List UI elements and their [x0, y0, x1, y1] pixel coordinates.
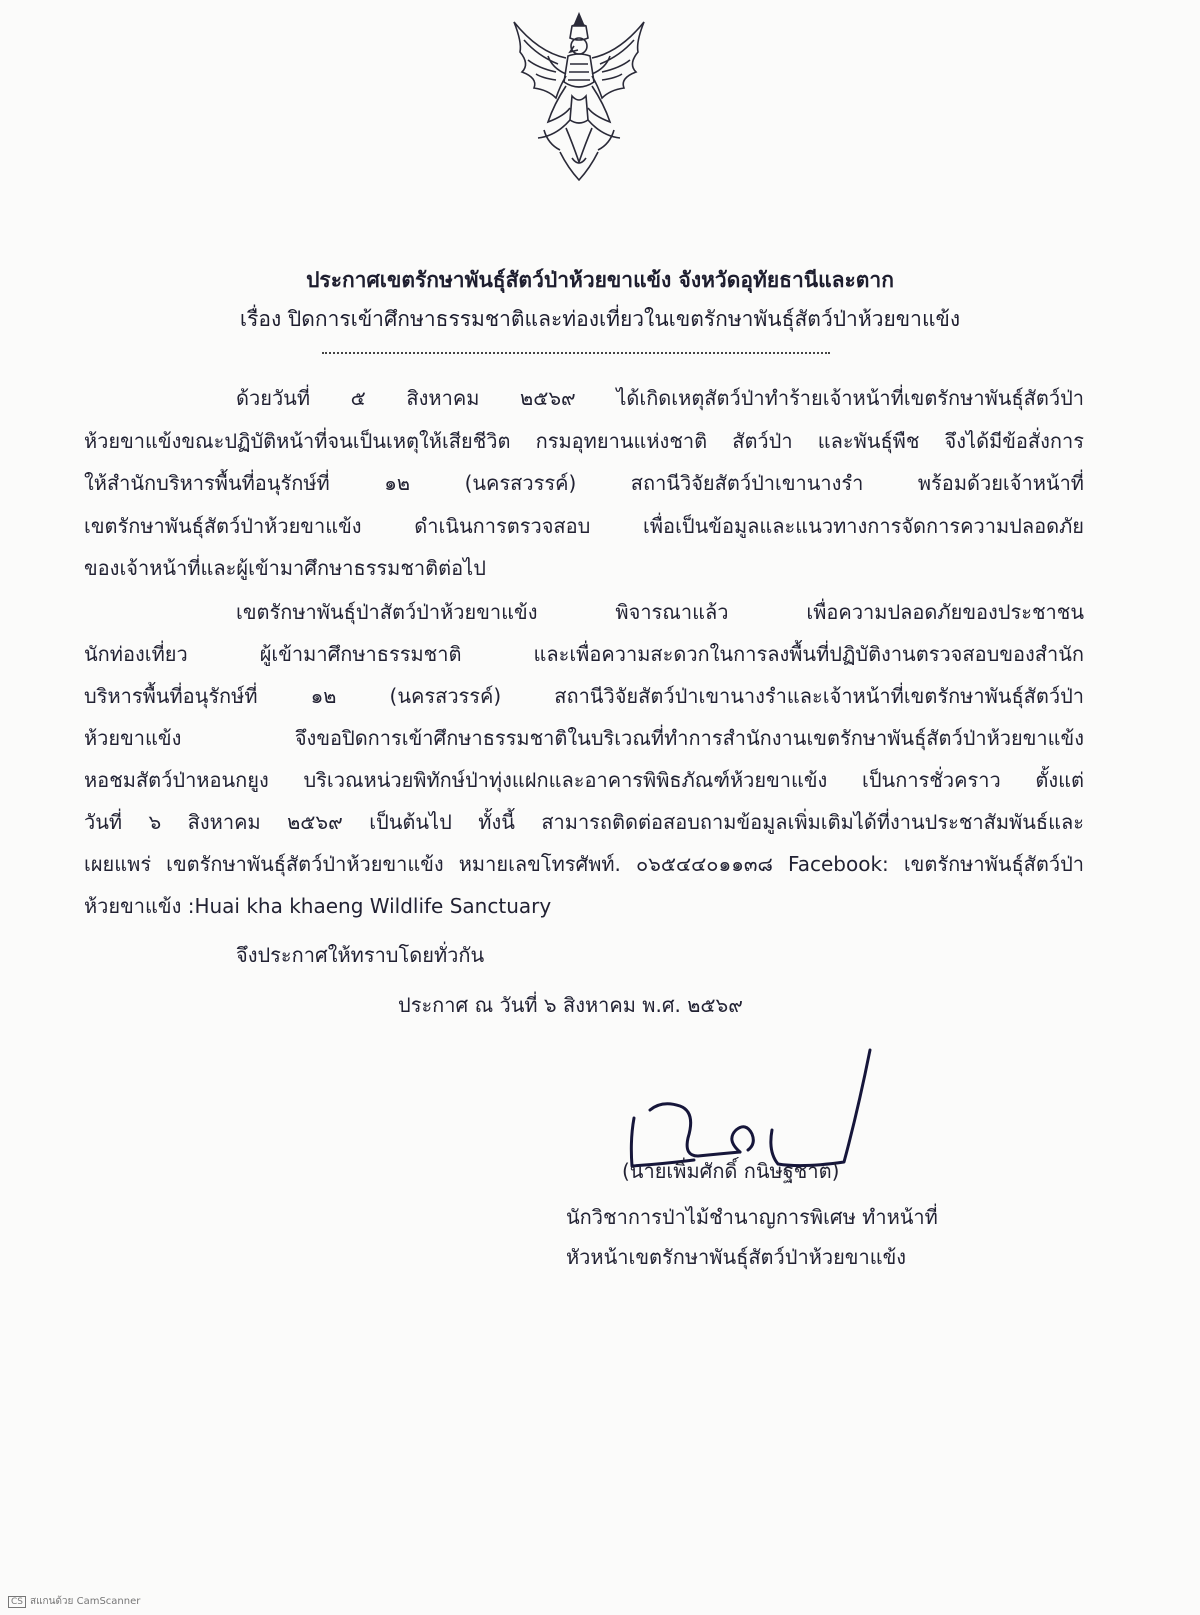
paragraph-line: ห้วยขาแข้งขณะปฏิบัติหน้าที่จนเป็นเหตุให้เสียชีวิต กรมอุทยานแห่งชาติ สัตว์ป่า และพันธุ์พืช จึงได้มีข้อสั่งการ: [84, 429, 1084, 453]
paragraph-line: ด้วยวันที่ ๕ สิงหาคม ๒๕๖๙ ได้เกิดเหตุสัตว์ป่าทำร้ายเจ้าหน้าที่เขตรักษาพันธุ์สัตว์ป่า: [236, 386, 1084, 410]
signatory-title: หัวหน้าเขตรักษาพันธุ์สัตว์ป่าห้วยขาแข้ง: [566, 1245, 907, 1269]
paragraph-line: วันที่ ๖ สิงหาคม ๒๕๖๙ เป็นต้นไป ทั้งนี้ สามารถติดต่อสอบถามข้อมูลเพิ่มเติมได้ที่งานประชาสัมพันธ์และ: [84, 810, 1084, 834]
paragraph-line: เขตรักษาพันธุ์สัตว์ป่าห้วยขาแข้ง ดำเนินการตรวจสอบ เพื่อเป็นข้อมูลและแนวทางการจัดการความปลอดภัย: [84, 514, 1084, 538]
paragraph-line: ห้วยขาแข้ง :Huai kha khaeng Wildlife Sanctuary: [84, 894, 552, 918]
signatory-name: (นายเพิ่มศักดิ์ กนิษฐชาต): [622, 1159, 840, 1183]
paragraph-line: ของเจ้าหน้าที่และผู้เข้ามาศึกษาธรรมชาติต่อไป: [84, 556, 486, 580]
announcement-subject: เรื่อง ปิดการเข้าศึกษาธรรมชาติและท่องเที่ยวในเขตรักษาพันธุ์สัตว์ป่าห้วยขาแข้ง: [239, 307, 961, 331]
paragraph-line: ห้วยขาแข้ง จึงขอปิดการเข้าศึกษาธรรมชาติในบริเวณที่ทำการสำนักงานเขตรักษาพันธุ์สัตว์ป่าห้วยขาแข้ง: [84, 726, 1084, 750]
paragraph-line: เผยแพร่ เขตรักษาพันธุ์สัตว์ป่าห้วยขาแข้ง หมายเลขโทรศัพท์. ๐๖๕๔๔๐๑๑๓๘ Facebook: เขตรักษาพันธุ์สัตว์ป่า: [84, 852, 1084, 876]
scanner-watermark: [8, 1594, 140, 1609]
announcement-date: ประกาศ ณ วันที่ ๖ สิงหาคม พ.ศ. ๒๕๖๙: [398, 993, 743, 1017]
signatory-title: นักวิชาการป่าไม้ชำนาญการพิเศษ ทำหน้าที่: [566, 1205, 938, 1229]
paragraph-line: บริหารพื้นที่อนุรักษ์ที่ ๑๒ (นครสวรรค์) สถานีวิจัยสัตว์ป่าเขานางรำและเจ้าหน้าที่เขตรักษาพันธุ์สัตว์ป่า: [84, 684, 1084, 708]
announcement-title: ประกาศเขตรักษาพันธุ์สัตว์ป่าห้วยขาแข้ง จังหวัดอุทัยธานีและตาก: [306, 268, 894, 292]
paragraph-line: หอชมสัตว์ป่าหอนกยูง บริเวณหน่วยพิทักษ์ป่าทุ่งแฝกและอาคารพิพิธภัณฑ์ห้วยขาแข้ง เป็นการชั่วคราว ตั้งแต่: [84, 768, 1084, 792]
camscanner-icon: CS: [8, 1596, 26, 1608]
closing-statement: จึงประกาศให้ทราบโดยทั่วกัน: [236, 943, 485, 967]
paragraph-line: นักท่องเที่ยว ผู้เข้ามาศึกษาธรรมชาติ และเพื่อความสะดวกในการลงพื้นที่ปฏิบัติงานตรวจสอบของสำนัก: [84, 642, 1084, 666]
paragraph-line: ให้สำนักบริหารพื้นที่อนุรักษ์ที่ ๑๒ (นครสวรรค์) สถานีวิจัยสัตว์ป่าเขานางรำ พร้อมด้วยเจ้าหน้าที่: [84, 471, 1084, 495]
garuda-emblem-icon: [508, 12, 650, 184]
paragraph-line: เขตรักษาพันธุ์ป่าสัตว์ป่าห้วยขาแข้ง พิจารณาแล้ว เพื่อความปลอดภัยของประชาชน: [236, 600, 1084, 624]
dotted-divider: [322, 352, 830, 354]
scanner-label: สแกนด้วย CamScanner: [30, 1596, 141, 1607]
